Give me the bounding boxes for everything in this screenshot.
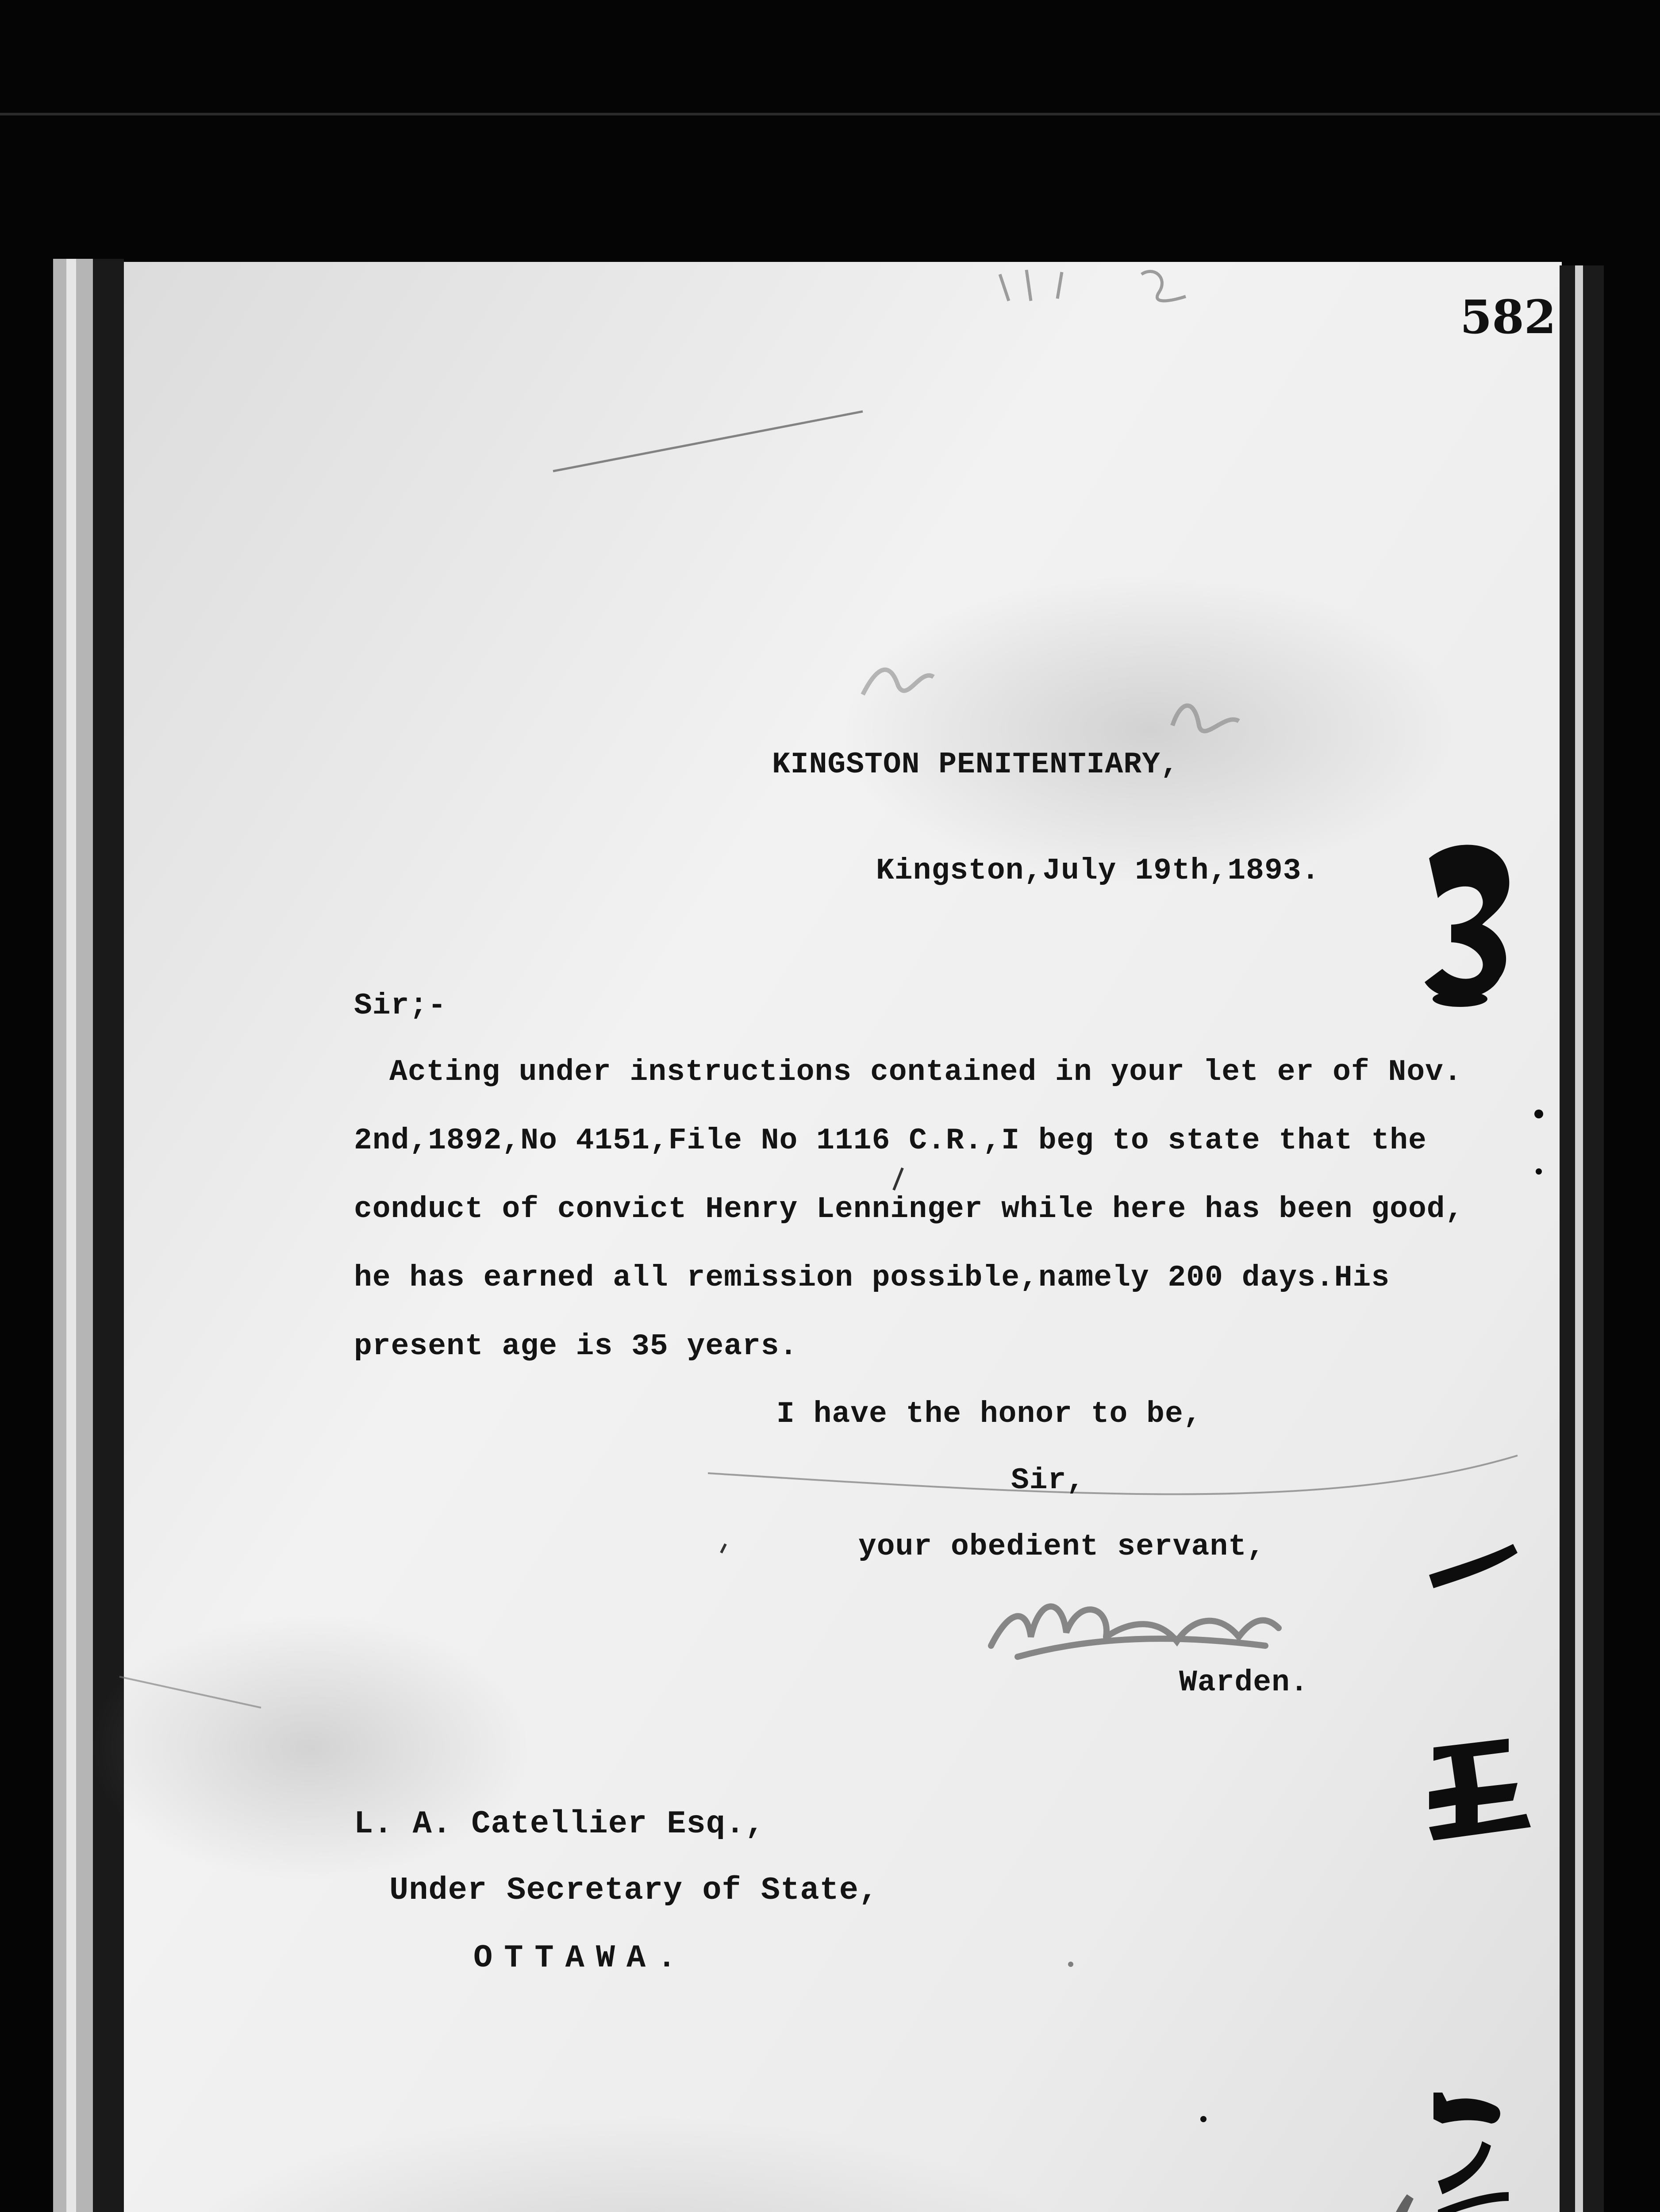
closing-servant: your obedient servant, bbox=[858, 1530, 1265, 1564]
closing-sir: Sir, bbox=[1011, 1463, 1085, 1498]
letterhead-heading: KINGSTON PENITENTIARY, bbox=[772, 748, 1179, 782]
addressee-name: L. A. Catellier Esq., bbox=[354, 1806, 765, 1842]
addressee-position: Under Secretary of State, bbox=[389, 1872, 879, 1909]
body-line: he has earned all remission possible,namely 200 days.His bbox=[354, 1261, 1390, 1295]
body-line: conduct of convict Henry Lenninger while here has been good, bbox=[354, 1192, 1464, 1226]
body-line: 2nd,1892,No 4151,File No 1116 C.R.,I beg to state that the bbox=[354, 1124, 1427, 1158]
dateline: Kingston,July 19th,1893. bbox=[876, 854, 1320, 888]
signatory-title: Warden. bbox=[1179, 1666, 1309, 1700]
page-number: 582 bbox=[1460, 290, 1556, 344]
body-line: present age is 35 years. bbox=[354, 1329, 798, 1363]
closing-line: I have the honor to be, bbox=[776, 1397, 1202, 1431]
addressee-city: OTTAWA. bbox=[473, 1940, 688, 1976]
body-line: Acting under instructions contained in your let er of Nov. bbox=[389, 1055, 1462, 1089]
salutation: Sir;- bbox=[354, 989, 447, 1023]
